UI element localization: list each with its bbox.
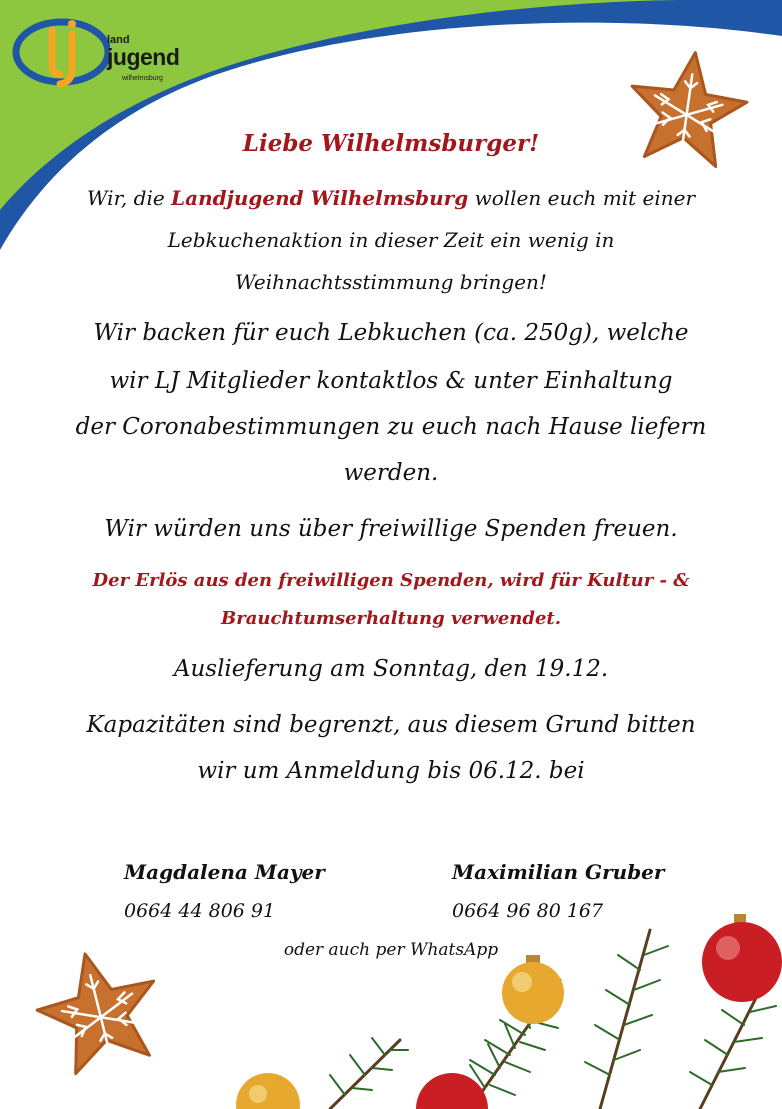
contact-name-2: Maximilian Gruber [452, 860, 665, 884]
logo-word-place: wilhelmsburg [122, 75, 163, 82]
intro-suffix: wollen euch mit einer [468, 186, 696, 210]
proceeds-line-2: Brauchtumserhaltung verwendet. [221, 608, 561, 629]
proceeds-line-1: Der Erlös aus den freiwilligen Spenden, wird für Kultur - & [92, 570, 690, 591]
delivery-date: Auslieferung am Sonntag, den 19.12. [173, 656, 609, 682]
contact-phone-2: 0664 96 80 167 [452, 900, 604, 922]
logo-word-land: land [107, 34, 130, 46]
ornament-red-small-icon [416, 1073, 488, 1109]
ornament-gold-icon [502, 955, 564, 1024]
body-line-1: Wir backen für euch Lebkuchen (ca. 250g), welche [93, 320, 689, 346]
greeting-heading: Liebe Wilhelmsburger! [242, 130, 540, 157]
body-line-2: wir LJ Mitglieder kontaktlos & unter Einhaltung [109, 368, 673, 394]
capacity-line-2: wir um Anmeldung bis 06.12. bei [197, 758, 585, 784]
contact-phone-1: 0664 44 806 91 [124, 900, 276, 922]
whatsapp-note: oder auch per WhatsApp [283, 940, 499, 960]
contact-name-1: Magdalena Mayer [124, 860, 325, 884]
donation-text: Wir würden uns über freiwillige Spenden freuen. [104, 516, 678, 542]
gingerbread-star-bottom-icon [30, 944, 170, 1080]
body-line-4: werden. [343, 460, 439, 486]
logo-word-jugend: jugend [107, 44, 180, 70]
intro-prefix: Wir, die [86, 186, 172, 210]
ornament-red-icon [702, 914, 782, 1002]
intro-line-3: Weihnachtsstimmung bringen! [235, 270, 547, 294]
org-name: Landjugend Wilhelmsburg [171, 186, 469, 210]
body-line-3: der Coronabestimmungen zu euch nach Hause liefern [75, 414, 707, 440]
capacity-line-1: Kapazitäten sind begrenzt, aus diesem Grund bitten [86, 712, 696, 738]
intro-line-2: Lebkuchenaktion in dieser Zeit ein wenig in [167, 228, 615, 252]
ornament-gold-small-icon [236, 1073, 300, 1109]
